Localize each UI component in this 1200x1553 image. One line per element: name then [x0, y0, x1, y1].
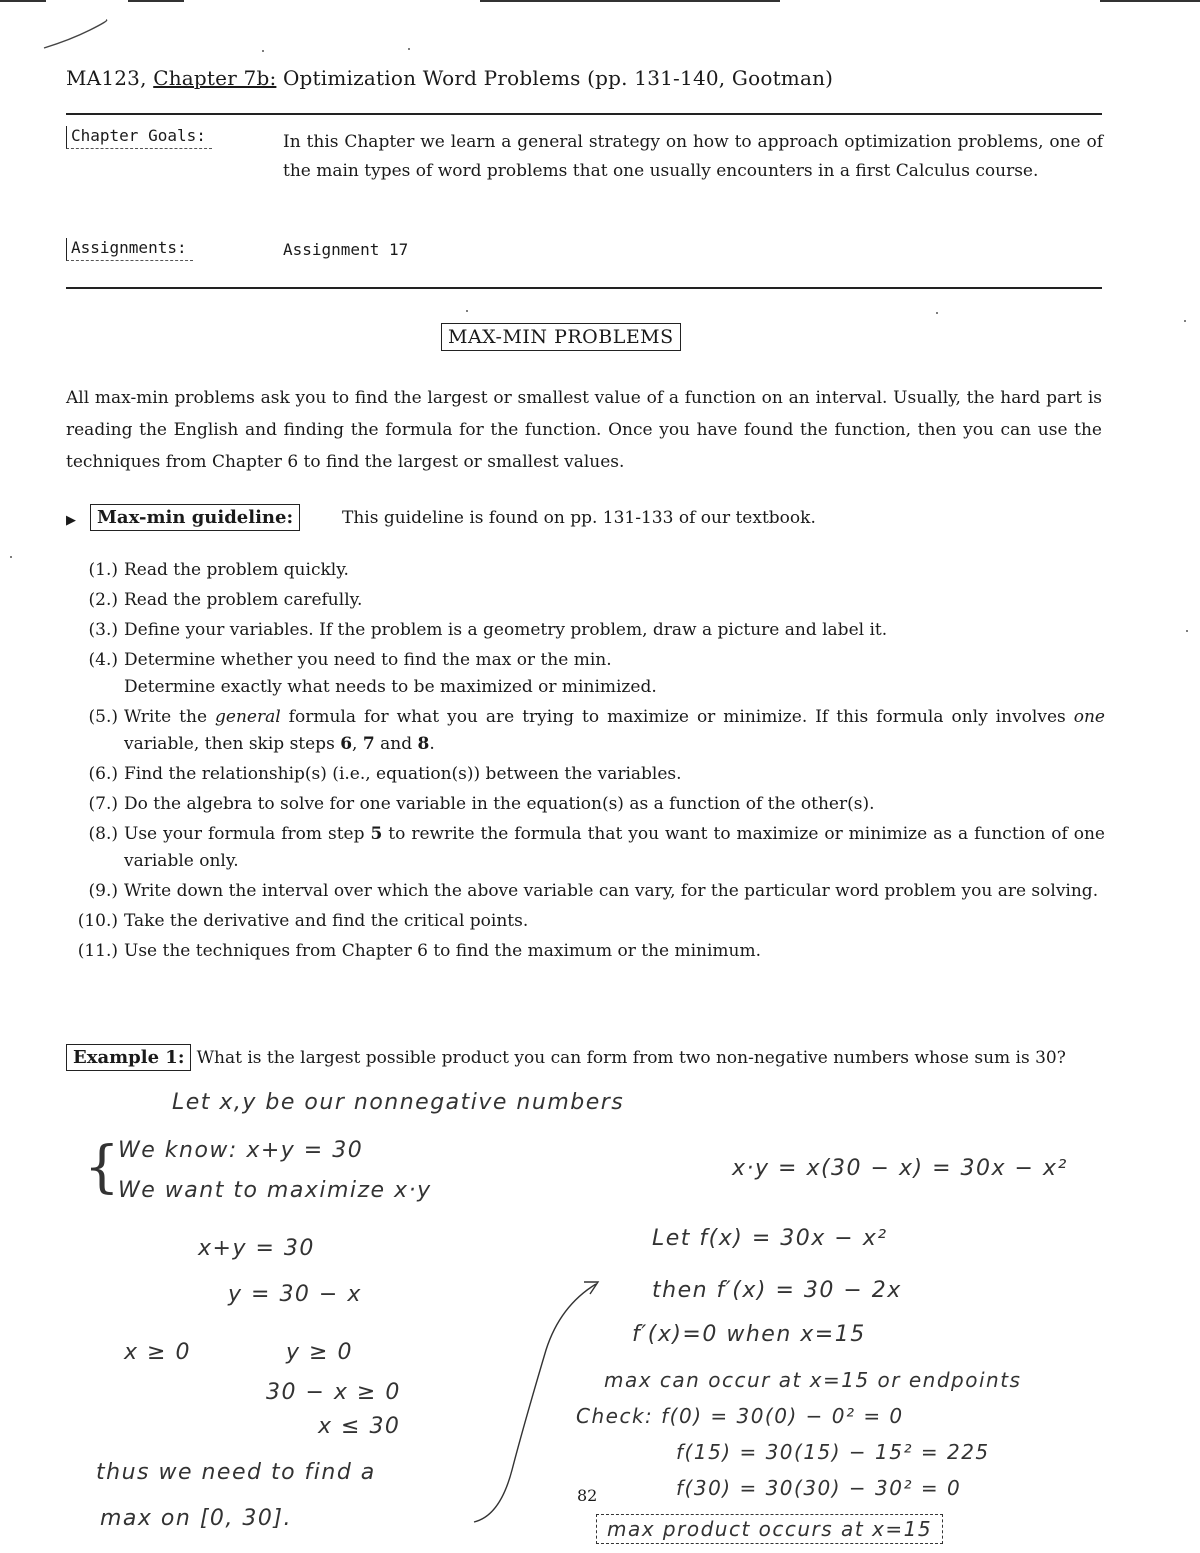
step-text-part: one — [1073, 707, 1105, 727]
chapter-goals-label: Chapter Goals: — [66, 126, 212, 149]
step-number: (2.) — [88, 590, 118, 610]
scan-speck — [1184, 320, 1186, 322]
scan-speck — [408, 48, 410, 50]
step-text — [124, 647, 1105, 701]
guideline-description: This guideline is found on pp. 131-133 of our textbook. — [342, 508, 816, 528]
step-text-part: Write down the interval over which the above variable can vary, for the particular word problem you are solving. — [124, 881, 1099, 901]
hw-we-want: We want to maximize x·y — [118, 1178, 432, 1203]
course-code: MA123, — [66, 66, 147, 90]
hw-let-line: Let x,y be our nonnegative numbers — [172, 1090, 625, 1115]
guideline-step — [60, 557, 1105, 584]
step-text-part: 7 — [362, 734, 375, 754]
example-label: Example 1: — [66, 1044, 191, 1071]
section-title: MAX-MIN PROBLEMS — [441, 323, 681, 351]
step-number: (11.) — [77, 941, 118, 961]
hw-product: x·y = x(30 − x) = 30x − x² — [732, 1156, 1068, 1181]
step-text-part: Do the algebra to solve for one variable in the equation(s) as a function of the other(s). — [124, 794, 875, 814]
step-text-part: Take the derivative and find the critical points. — [124, 911, 529, 931]
hw-y-nonneg: y ≥ 0 — [286, 1340, 353, 1365]
pen-stroke-mark — [40, 18, 110, 52]
hw-sum: x+y = 30 — [198, 1236, 315, 1261]
top-scan-line-b — [480, 0, 780, 2]
step-text-part: 6 — [340, 734, 353, 754]
step-number: (4.) — [88, 650, 118, 670]
hw-thus-line1: thus we need to find a — [96, 1460, 376, 1485]
step-text-part: to rewrite the formula that you want to maximize or minimize as a function of one variable only. — [124, 824, 1105, 871]
page-number: 82 — [577, 1486, 598, 1505]
assignments-text: Assignment 17 — [283, 240, 409, 259]
guideline-step — [60, 617, 1105, 644]
step-text-part: Read the problem carefully. — [124, 590, 363, 610]
scan-speck — [262, 50, 264, 52]
top-scan-line-right — [1100, 0, 1200, 2]
assignments-label: Assignments: — [66, 238, 193, 261]
step-text-part: 5 — [370, 824, 383, 844]
step-text — [124, 557, 1105, 584]
step-text-part: Write the — [124, 707, 216, 727]
step-text-part: , — [352, 734, 363, 754]
step-number: (9.) — [88, 881, 118, 901]
step-number: (1.) — [88, 560, 118, 580]
curly-brace-icon: { — [84, 1135, 120, 1200]
step-text — [124, 938, 1105, 965]
step-text-part: Determine whether you need to find the max or the min. — [124, 650, 612, 670]
step-text-part: formula for what you are trying to maximize or minimize. If this formula only involves — [280, 707, 1074, 727]
step-text-part: . — [429, 734, 435, 754]
step-text — [124, 821, 1105, 875]
chapter-number: Chapter 7b: — [153, 66, 277, 90]
hw-thus-line2: max on [0, 30]. — [100, 1506, 292, 1531]
hw-solve-y: y = 30 − x — [228, 1282, 362, 1307]
step-text — [124, 587, 1105, 614]
step-text — [124, 704, 1105, 758]
step-text-part: Find the relationship(s) (i.e., equation(s)) between the variables. — [124, 764, 682, 784]
step-number: (10.) — [77, 911, 118, 931]
step-text-part: and — [374, 734, 418, 754]
guideline-steps-list — [60, 557, 1105, 968]
step-text-part: variable, then skip steps — [124, 734, 341, 754]
step-text — [124, 617, 1105, 644]
hw-critical-point: f′(x)=0 when x=15 — [632, 1322, 866, 1347]
scan-speck — [10, 556, 12, 558]
guideline-label: Max-min guideline: — [90, 504, 300, 531]
hw-x-nonneg: x ≥ 0 — [124, 1340, 191, 1365]
scan-speck — [1186, 630, 1188, 632]
guideline-step — [60, 761, 1105, 788]
header-rule-bottom — [66, 287, 1102, 289]
triangle-bullet-icon: ▶ — [66, 513, 76, 528]
scan-speck — [936, 312, 938, 314]
step-number: (6.) — [88, 764, 118, 784]
step-number: (3.) — [88, 620, 118, 640]
guideline-step — [60, 878, 1105, 905]
hw-answer: max product occurs at x=15 — [607, 1517, 933, 1541]
step-text-part: Define your variables. If the problem is a geometry problem, draw a picture and label it. — [124, 620, 888, 640]
hw-derivative: then f′(x) = 30 − 2x — [652, 1278, 902, 1303]
step-number: (7.) — [88, 794, 118, 814]
step-text — [124, 878, 1105, 905]
step-text-part: Use your formula from step — [124, 824, 371, 844]
hw-check-15: f(15) = 30(15) − 15² = 225 — [676, 1440, 990, 1464]
step-text-part: Use the techniques from Chapter 6 to find the maximum or the minimum. — [124, 941, 762, 961]
guideline-step — [60, 647, 1105, 701]
hw-check-0: Check: f(0) = 30(0) − 0² = 0 — [576, 1404, 904, 1428]
intro-paragraph: All max-min problems ask you to find the largest or smallest value of a function on an interval. Usually, the hard part is reading the English and finding the formula for the function. Once you have found the function, then you can use the techniques from Chapter 6 to find the largest or smallest values. — [66, 388, 1102, 472]
guideline-step — [60, 704, 1105, 758]
guideline-step — [60, 791, 1105, 818]
step-text-part: general — [215, 707, 281, 727]
step-text — [124, 761, 1105, 788]
chapter-goals-text: In this Chapter we learn a general strategy on how to approach optimization problems, one of the main types of word problems that one usually encounters in a first Calculus course. — [283, 132, 1103, 181]
top-scan-line-a — [128, 0, 184, 2]
hw-answer-box — [596, 1514, 943, 1544]
hw-we-know: We know: x+y = 30 — [118, 1138, 364, 1163]
step-text-part: 8 — [417, 734, 430, 754]
hw-let-f: Let f(x) = 30x − x² — [652, 1226, 888, 1251]
example-question: What is the largest possible product you can form from two non-negative numbers whose sum is 30? — [196, 1048, 1066, 1068]
example-1 — [66, 1041, 1102, 1075]
guideline-step — [60, 821, 1105, 875]
scan-speck — [466, 310, 468, 312]
hw-check-30: f(30) = 30(30) − 30² = 0 — [676, 1476, 962, 1500]
hw-max-occurs: max can occur at x=15 or endpoints — [604, 1368, 1022, 1392]
worksheet-title — [66, 66, 833, 90]
step-number: (5.) — [88, 707, 118, 727]
top-scan-line-left — [0, 0, 46, 2]
step-text-part: Read the problem quickly. — [124, 560, 349, 580]
hw-y-sub: 30 − x ≥ 0 — [266, 1380, 401, 1405]
step-number: (8.) — [88, 824, 118, 844]
step-text-line2: Determine exactly what needs to be maximized or minimized. — [124, 677, 657, 697]
step-text — [124, 791, 1105, 818]
header-rule-top — [66, 113, 1102, 115]
title-text: Optimization Word Problems (pp. 131-140, Gootman) — [282, 66, 834, 90]
step-text — [124, 908, 1105, 935]
guideline-step — [60, 938, 1105, 965]
hw-x-bound: x ≤ 30 — [318, 1414, 401, 1439]
guideline-step — [60, 908, 1105, 935]
guideline-step — [60, 587, 1105, 614]
